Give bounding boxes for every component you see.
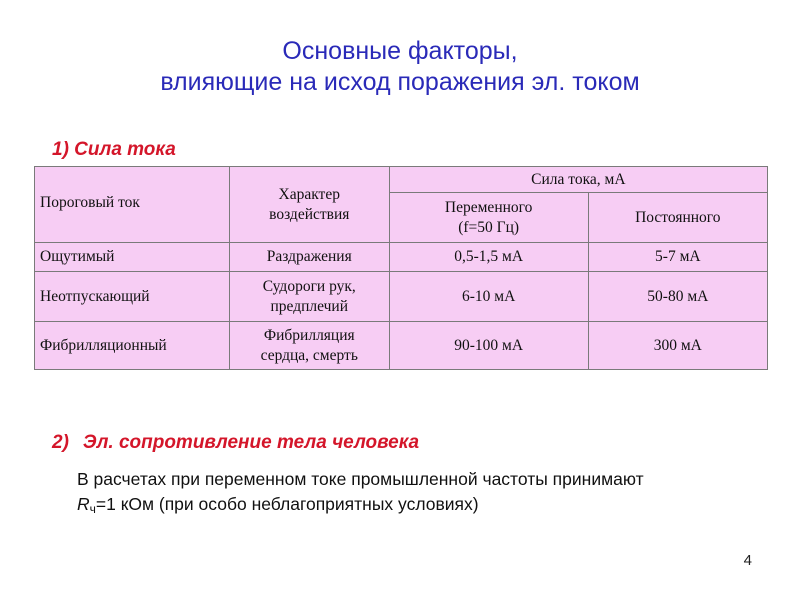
title-line-2: влияющие на исход поражения эл. током [160, 68, 640, 96]
cell-effect-line-2: предплечий [270, 297, 349, 315]
resistance-text-line-1: В расчетах при переменном токе промышленной частоты принимают [77, 469, 644, 489]
header-current-group: Сила тока, мА [389, 167, 767, 193]
section-2-number: 2) [52, 432, 69, 453]
cell-effect-line-1: Фибрилляция [263, 326, 355, 344]
cell-ac: 0,5-1,5 мА [389, 243, 588, 272]
factors-table [34, 166, 768, 370]
cell-dc: 50-80 мА [588, 272, 767, 322]
cell-dc: 300 мА [588, 322, 767, 370]
section-2-title: Эл. сопротивление тела человека [82, 432, 420, 453]
resistance-symbol-sub: ч [89, 502, 96, 516]
table-row [35, 322, 768, 370]
header-ac-line-1: Переменного [444, 198, 533, 216]
section-1-heading: 1) Сила тока [52, 139, 176, 160]
cell-effect: Раздражения [229, 243, 389, 272]
header-effect [229, 167, 389, 243]
resistance-value: =1 кОм (при особо неблагоприятных условиях) [95, 494, 479, 514]
header-dc: Постоянного [588, 193, 767, 243]
cell-threshold: Ощутимый [35, 243, 230, 272]
cell-effect-line-2: сердца, смерть [260, 346, 358, 364]
header-ac [389, 193, 588, 243]
resistance-text [77, 467, 777, 522]
header-effect-line-2: воздействия [269, 205, 350, 223]
table-row [35, 243, 768, 272]
table-header-row [35, 167, 768, 193]
cell-effect [229, 322, 389, 370]
cell-dc: 5-7 мА [588, 243, 767, 272]
cell-effect-line-1: Судороги рук, [262, 277, 356, 295]
resistance-text-line-2 [77, 492, 777, 522]
cell-ac: 90-100 мА [389, 322, 588, 370]
header-effect-line-1: Характер [278, 185, 340, 203]
cell-ac: 6-10 мА [389, 272, 588, 322]
resistance-symbol: R [77, 494, 90, 514]
table-row [35, 272, 768, 322]
page-number: 4 [743, 552, 752, 569]
header-ac-line-2: (f=50 Гц) [458, 218, 520, 236]
header-threshold: Пороговый ток [35, 167, 230, 243]
section-2-heading [52, 432, 419, 454]
cell-threshold: Фибрилляционный [35, 322, 230, 370]
slide-title [0, 36, 800, 98]
cell-effect [229, 272, 389, 322]
cell-threshold: Неотпускающий [35, 272, 230, 322]
title-line-1: Основные факторы, [282, 37, 518, 65]
